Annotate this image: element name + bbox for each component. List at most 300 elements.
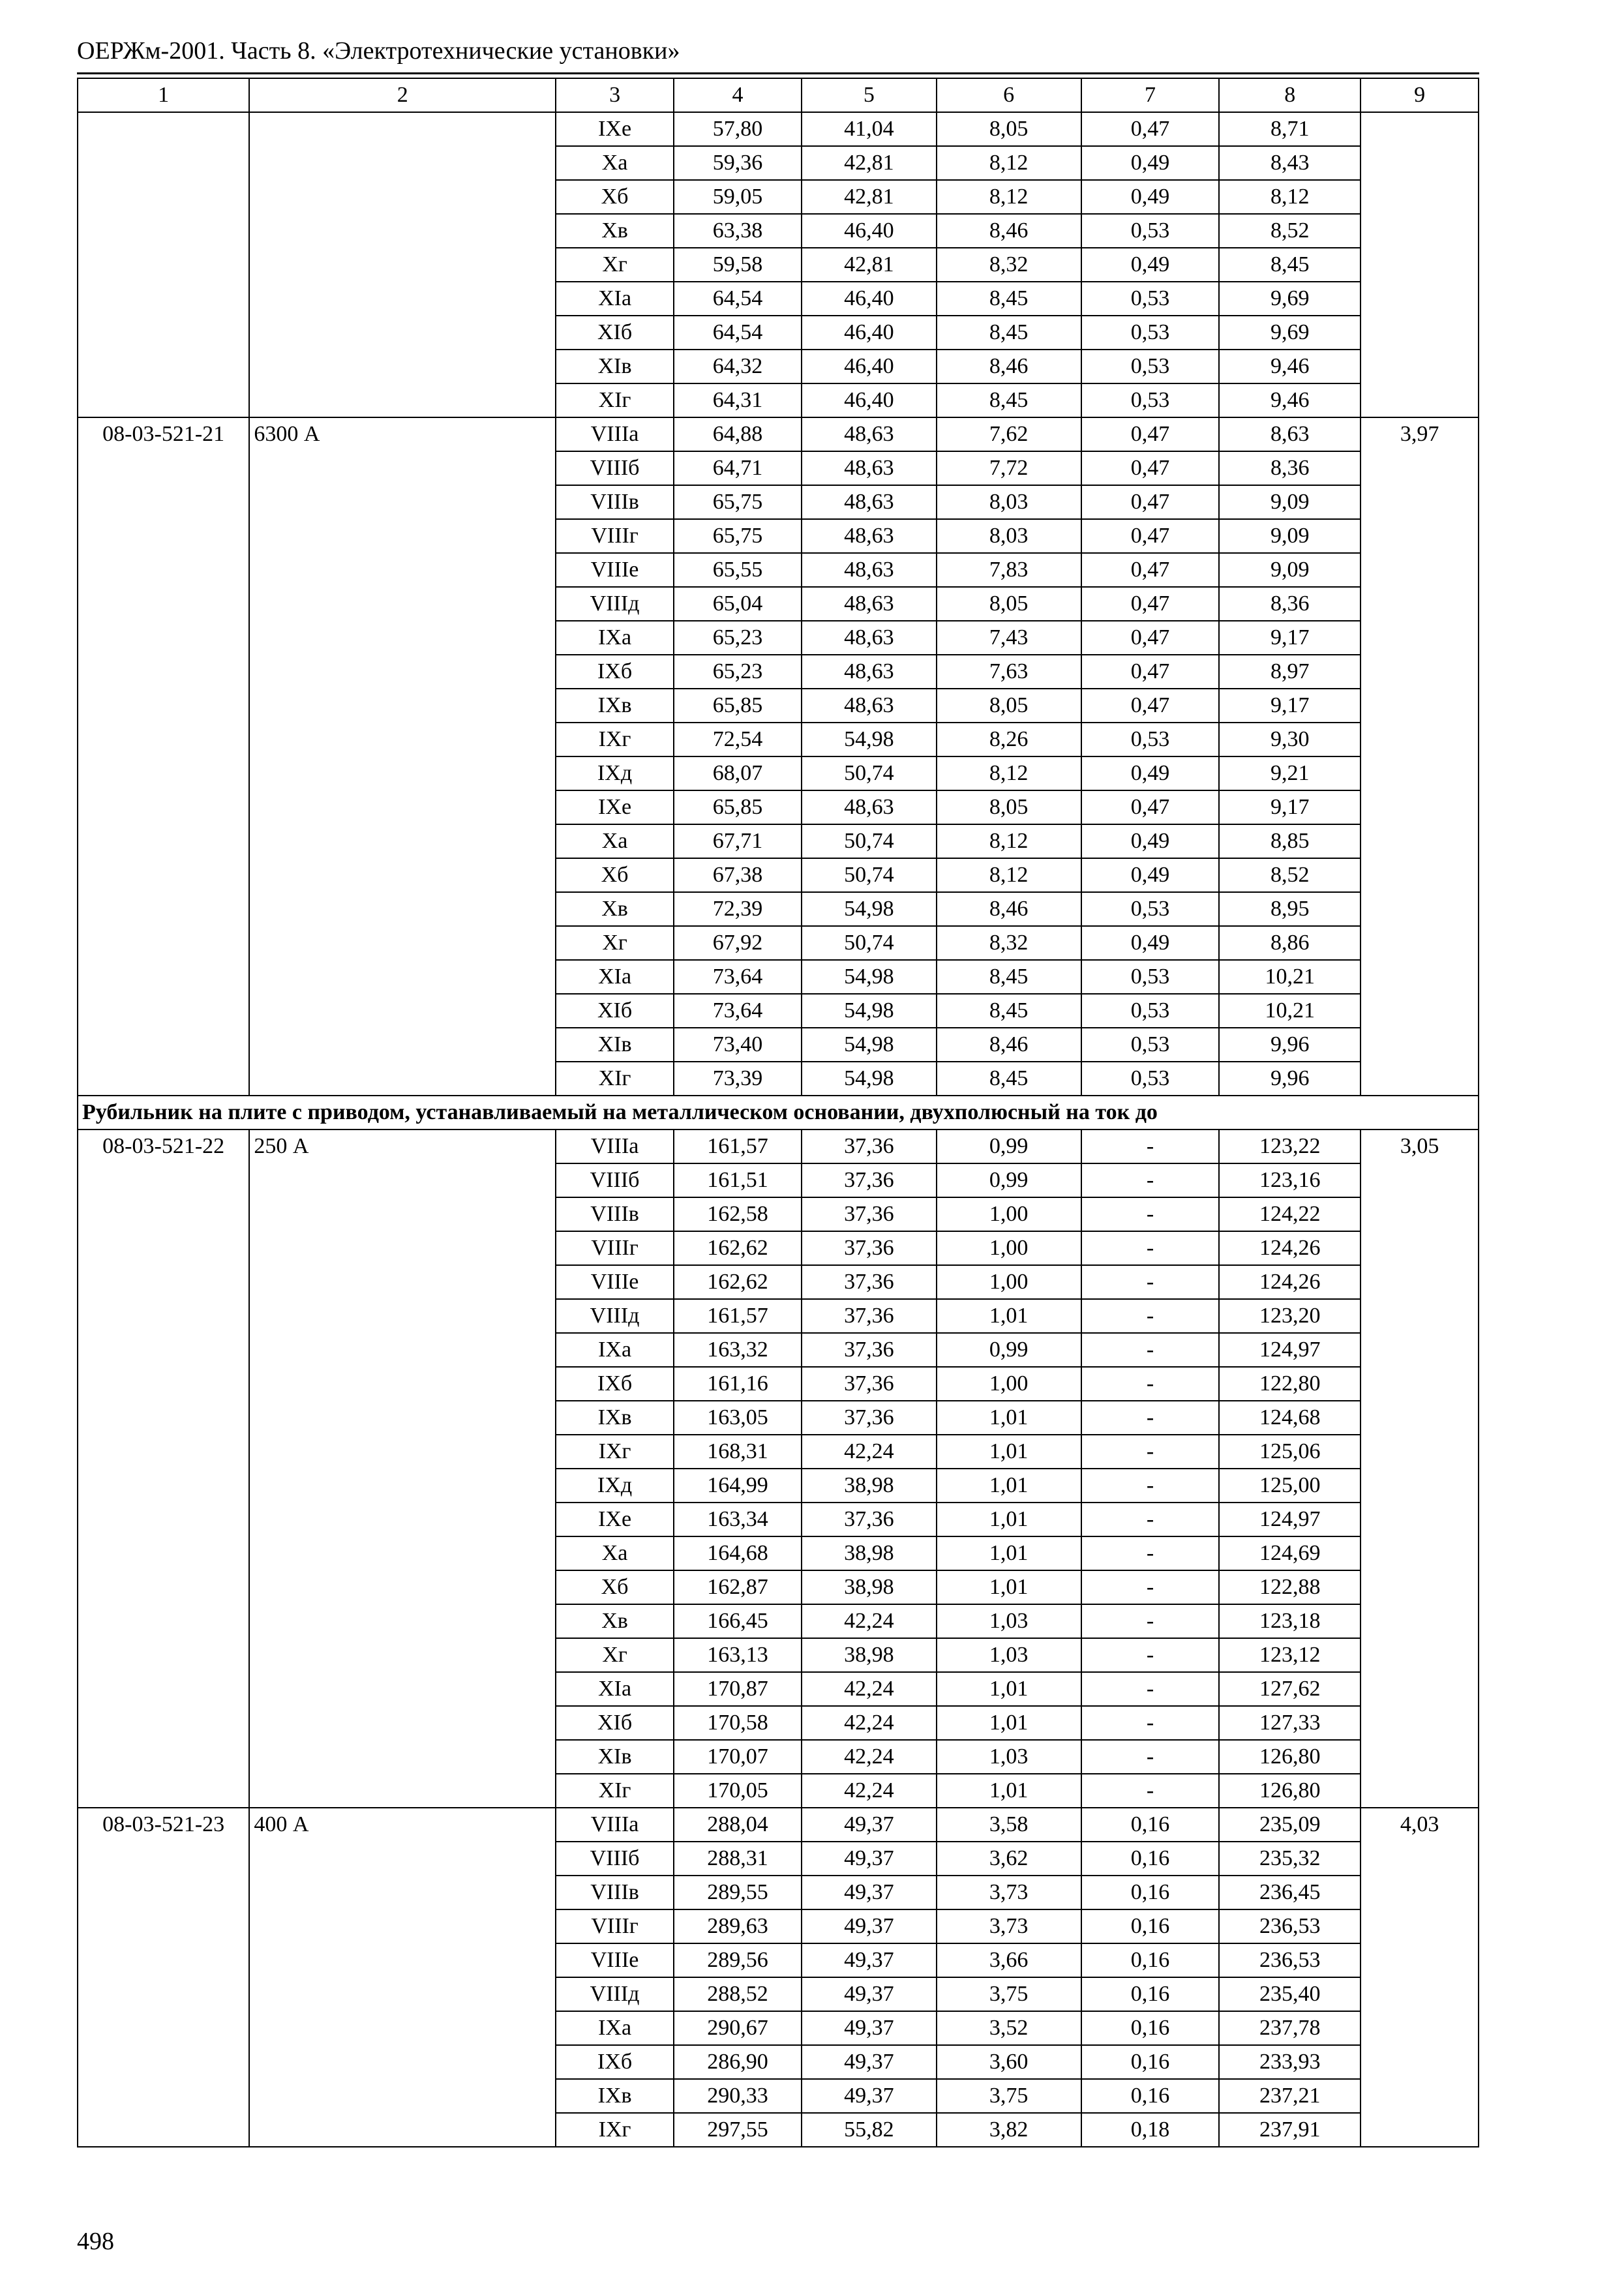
value-cell: 8,45 [937,960,1081,994]
value-cell: 288,52 [674,1977,802,2011]
value-cell: - [1081,1469,1220,1503]
value-cell: 48,63 [802,655,937,689]
value-cell: 0,47 [1081,485,1220,519]
value-cell: 65,75 [674,485,802,519]
value-cell: 3,73 [937,1876,1081,1909]
value-cell: 8,95 [1219,892,1361,926]
value-cell: 64,88 [674,417,802,451]
zone-cell: Xа [556,1536,674,1570]
value-cell: 235,09 [1219,1808,1361,1842]
zone-cell: VIIIв [556,485,674,519]
value-cell: 65,75 [674,519,802,553]
value-cell: 8,46 [937,1028,1081,1062]
value-cell: 290,33 [674,2079,802,2113]
value-cell: 63,38 [674,214,802,248]
zone-cell: IXе [556,112,674,146]
value-cell: 65,55 [674,553,802,587]
value-cell: 3,75 [937,2079,1081,2113]
value-cell: 0,53 [1081,316,1220,350]
value-cell: 50,74 [802,858,937,892]
col9-cell [1361,112,1479,417]
col9-cell: 3,05 [1361,1130,1479,1808]
zone-cell: IXа [556,2011,674,2045]
value-cell: 3,73 [937,1909,1081,1943]
value-cell: 8,45 [937,1062,1081,1096]
value-cell: 3,75 [937,1977,1081,2011]
rate-code-cell [78,112,249,417]
value-cell: 49,37 [802,1977,937,2011]
value-cell: 0,16 [1081,1977,1220,2011]
zone-cell: IXб [556,1367,674,1401]
value-cell: 235,32 [1219,1842,1361,1876]
zone-cell: XIг [556,383,674,417]
value-cell: 8,46 [937,214,1081,248]
value-cell: 0,53 [1081,350,1220,383]
value-cell: 288,31 [674,1842,802,1876]
value-cell: 64,54 [674,316,802,350]
table-row [78,417,1479,451]
value-cell: 9,96 [1219,1062,1361,1096]
value-cell: 0,16 [1081,1876,1220,1909]
zone-cell: VIIIв [556,1197,674,1231]
value-cell: 8,32 [937,926,1081,960]
value-cell: 9,09 [1219,519,1361,553]
value-cell: - [1081,1638,1220,1672]
value-cell: 0,49 [1081,180,1220,214]
value-cell: 8,05 [937,587,1081,621]
value-cell: 124,68 [1219,1401,1361,1435]
value-cell: 42,24 [802,1740,937,1774]
value-cell: 8,12 [937,824,1081,858]
zone-cell: XIа [556,1672,674,1706]
value-cell: 0,47 [1081,553,1220,587]
value-cell: 0,47 [1081,790,1220,824]
value-cell: 1,00 [937,1197,1081,1231]
column-header: 5 [802,78,937,112]
zone-cell: XIа [556,960,674,994]
value-cell: - [1081,1536,1220,1570]
zone-cell: IXд [556,756,674,790]
value-cell: - [1081,1604,1220,1638]
value-cell: 3,58 [937,1808,1081,1842]
value-cell: 9,17 [1219,790,1361,824]
value-cell: 42,24 [802,1774,937,1808]
value-cell: 124,69 [1219,1536,1361,1570]
value-cell: 8,03 [937,519,1081,553]
value-cell: - [1081,1503,1220,1536]
page-header-title: ОЕРЖм-2001. Часть 8. «Электротехнические установки» [77,37,680,65]
zone-cell: XIг [556,1774,674,1808]
zone-cell: IXб [556,655,674,689]
value-cell: 1,01 [937,1299,1081,1333]
zone-cell: Xг [556,248,674,282]
value-cell: 0,18 [1081,2113,1220,2147]
value-cell: 0,16 [1081,1909,1220,1943]
value-cell: 0,53 [1081,214,1220,248]
value-cell: 0,53 [1081,723,1220,756]
value-cell: 1,01 [937,1435,1081,1469]
zone-cell: VIIIб [556,1163,674,1197]
value-cell: 49,37 [802,1808,937,1842]
value-cell: 122,88 [1219,1570,1361,1604]
zone-cell: VIIIд [556,587,674,621]
value-cell: 48,63 [802,553,937,587]
value-cell: 54,98 [802,1028,937,1062]
value-cell: 0,49 [1081,926,1220,960]
value-cell: 1,01 [937,1401,1081,1435]
value-cell: 57,80 [674,112,802,146]
value-cell: 289,56 [674,1943,802,1977]
value-cell: 8,46 [937,892,1081,926]
value-cell: 123,22 [1219,1130,1361,1163]
value-cell: 54,98 [802,994,937,1028]
value-cell: 48,63 [802,519,937,553]
value-cell: 64,31 [674,383,802,417]
value-cell: 46,40 [802,214,937,248]
value-cell: 168,31 [674,1435,802,1469]
value-cell: 0,53 [1081,383,1220,417]
zone-cell: Xб [556,180,674,214]
value-cell: 72,54 [674,723,802,756]
value-cell: 73,40 [674,1028,802,1062]
value-cell: 127,62 [1219,1672,1361,1706]
value-cell: - [1081,1774,1220,1808]
column-header: 6 [937,78,1081,112]
zone-cell: Xг [556,926,674,960]
value-cell: 122,80 [1219,1367,1361,1401]
value-cell: 290,67 [674,2011,802,2045]
value-cell: 0,49 [1081,824,1220,858]
column-header: 4 [674,78,802,112]
rate-name-cell [249,112,556,417]
zone-cell: XIв [556,1740,674,1774]
value-cell: 54,98 [802,892,937,926]
value-cell: 0,47 [1081,621,1220,655]
value-cell: 41,04 [802,112,937,146]
value-cell: 1,03 [937,1604,1081,1638]
value-cell: - [1081,1163,1220,1197]
column-header: 8 [1219,78,1361,112]
value-cell: 42,81 [802,248,937,282]
zone-cell: VIIIд [556,1299,674,1333]
value-cell: 7,72 [937,451,1081,485]
value-cell: 10,21 [1219,960,1361,994]
zone-cell: IXб [556,2045,674,2079]
value-cell: 48,63 [802,485,937,519]
zone-cell: XIв [556,350,674,383]
value-cell: 170,05 [674,1774,802,1808]
value-cell: 37,36 [802,1503,937,1536]
value-cell: 0,16 [1081,1808,1220,1842]
value-cell: 48,63 [802,417,937,451]
value-cell: 289,55 [674,1876,802,1909]
value-cell: 49,37 [802,1943,937,1977]
zone-cell: Xв [556,892,674,926]
value-cell: 8,12 [937,180,1081,214]
value-cell: 8,85 [1219,824,1361,858]
value-cell: 3,60 [937,2045,1081,2079]
zone-cell: XIб [556,1706,674,1740]
value-cell: 65,23 [674,655,802,689]
value-cell: 50,74 [802,756,937,790]
rates-table [77,78,1479,2147]
value-cell: 54,98 [802,960,937,994]
value-cell: 237,78 [1219,2011,1361,2045]
value-cell: 1,01 [937,1672,1081,1706]
zone-cell: Xа [556,146,674,180]
value-cell: 9,17 [1219,621,1361,655]
value-cell: 8,45 [937,282,1081,316]
value-cell: 124,22 [1219,1197,1361,1231]
zone-cell: VIIIг [556,519,674,553]
value-cell: 49,37 [802,1909,937,1943]
value-cell: 55,82 [802,2113,937,2147]
zone-cell: Xв [556,214,674,248]
value-cell: 162,62 [674,1231,802,1265]
zone-cell: VIIIе [556,1265,674,1299]
value-cell: 9,21 [1219,756,1361,790]
value-cell: 68,07 [674,756,802,790]
value-cell: 8,43 [1219,146,1361,180]
value-cell: 8,45 [937,316,1081,350]
value-cell: - [1081,1740,1220,1774]
rate-code-cell: 08-03-521-21 [78,417,249,1096]
value-cell: 123,20 [1219,1299,1361,1333]
value-cell: 161,57 [674,1299,802,1333]
value-cell: 48,63 [802,621,937,655]
zone-cell: VIIIа [556,1130,674,1163]
value-cell: 7,63 [937,655,1081,689]
rate-name-cell: 400 А [249,1808,556,2147]
value-cell: 162,87 [674,1570,802,1604]
value-cell: 0,47 [1081,519,1220,553]
value-cell: 42,24 [802,1435,937,1469]
zone-cell: VIIIв [556,1876,674,1909]
section-heading-row [78,1096,1479,1130]
value-cell: 0,16 [1081,1943,1220,1977]
value-cell: 8,86 [1219,926,1361,960]
value-cell: 50,74 [802,824,937,858]
zone-cell: VIIIб [556,451,674,485]
column-number-row [78,78,1479,112]
table-body [78,78,1479,2147]
value-cell: - [1081,1401,1220,1435]
value-cell: 233,93 [1219,2045,1361,2079]
value-cell: 9,46 [1219,383,1361,417]
value-cell: 7,43 [937,621,1081,655]
value-cell: 65,85 [674,689,802,723]
zone-cell: VIIIд [556,1977,674,2011]
value-cell: 163,34 [674,1503,802,1536]
value-cell: 49,37 [802,2011,937,2045]
value-cell: 8,45 [937,994,1081,1028]
value-cell: 164,68 [674,1536,802,1570]
column-header: 7 [1081,78,1220,112]
section-heading: Рубильник на плите с приводом, устанавливаемый на металлическом основании, двухполюсный на ток до [78,1096,1479,1130]
value-cell: 65,85 [674,790,802,824]
value-cell: 50,74 [802,926,937,960]
value-cell: 37,36 [802,1265,937,1299]
value-cell: 8,32 [937,248,1081,282]
zone-cell: VIIIг [556,1909,674,1943]
zone-cell: IXа [556,1333,674,1367]
value-cell: 289,63 [674,1909,802,1943]
value-cell: 124,97 [1219,1333,1361,1367]
value-cell: 8,52 [1219,858,1361,892]
value-cell: 8,45 [937,383,1081,417]
rate-code-cell: 08-03-521-23 [78,1808,249,2147]
value-cell: 288,04 [674,1808,802,1842]
value-cell: 64,32 [674,350,802,383]
value-cell: 73,64 [674,994,802,1028]
value-cell: 163,32 [674,1333,802,1367]
value-cell: 9,09 [1219,485,1361,519]
zone-cell: VIIIе [556,1943,674,1977]
column-header: 1 [78,78,249,112]
value-cell: 0,53 [1081,994,1220,1028]
value-cell: 37,36 [802,1197,937,1231]
value-cell: 123,16 [1219,1163,1361,1197]
value-cell: 0,47 [1081,689,1220,723]
value-cell: 42,24 [802,1672,937,1706]
page-number: 498 [77,2228,114,2255]
zone-cell: IXг [556,1435,674,1469]
value-cell: 37,36 [802,1163,937,1197]
value-cell: - [1081,1367,1220,1401]
zone-cell: IXв [556,1401,674,1435]
value-cell: 8,36 [1219,587,1361,621]
value-cell: 38,98 [802,1469,937,1503]
value-cell: 49,37 [802,2079,937,2113]
value-cell: 9,96 [1219,1028,1361,1062]
value-cell: - [1081,1333,1220,1367]
zone-cell: VIIIе [556,553,674,587]
value-cell: 163,13 [674,1638,802,1672]
zone-cell: XIб [556,994,674,1028]
col9-cell: 4,03 [1361,1808,1479,2147]
value-cell: 64,54 [674,282,802,316]
column-header: 3 [556,78,674,112]
value-cell: 54,98 [802,1062,937,1096]
value-cell: 286,90 [674,2045,802,2079]
value-cell: 0,53 [1081,282,1220,316]
value-cell: 8,03 [937,485,1081,519]
value-cell: 49,37 [802,1842,937,1876]
value-cell: 0,99 [937,1333,1081,1367]
value-cell: 1,01 [937,1706,1081,1740]
value-cell: 236,53 [1219,1909,1361,1943]
table-row [78,1808,1479,1842]
zone-cell: XIг [556,1062,674,1096]
column-header: 9 [1361,78,1479,112]
value-cell: 7,62 [937,417,1081,451]
value-cell: 0,53 [1081,960,1220,994]
value-cell: 170,87 [674,1672,802,1706]
value-cell: 64,71 [674,451,802,485]
value-cell: 0,47 [1081,587,1220,621]
value-cell: 38,98 [802,1536,937,1570]
value-cell: 0,53 [1081,1062,1220,1096]
value-cell: 0,49 [1081,248,1220,282]
value-cell: 48,63 [802,790,937,824]
col9-cell: 3,97 [1361,417,1479,1096]
value-cell: 49,37 [802,2045,937,2079]
zone-cell: Xб [556,858,674,892]
value-cell: - [1081,1570,1220,1604]
value-cell: 1,01 [937,1503,1081,1536]
value-cell: 8,12 [937,146,1081,180]
zone-cell: IXг [556,723,674,756]
zone-cell: IXг [556,2113,674,2147]
value-cell: 170,58 [674,1706,802,1740]
zone-cell: IXе [556,1503,674,1536]
value-cell: 126,80 [1219,1740,1361,1774]
value-cell: 9,46 [1219,350,1361,383]
value-cell: 59,05 [674,180,802,214]
value-cell: 8,52 [1219,214,1361,248]
value-cell: 48,63 [802,451,937,485]
value-cell: 0,16 [1081,1842,1220,1876]
value-cell: 49,37 [802,1876,937,1909]
value-cell: 67,71 [674,824,802,858]
value-cell: 1,01 [937,1469,1081,1503]
value-cell: 59,36 [674,146,802,180]
value-cell: 9,69 [1219,316,1361,350]
value-cell: 0,99 [937,1130,1081,1163]
value-cell: 0,16 [1081,2011,1220,2045]
rate-code-cell: 08-03-521-22 [78,1130,249,1808]
value-cell: 9,69 [1219,282,1361,316]
value-cell: 162,62 [674,1265,802,1299]
value-cell: - [1081,1299,1220,1333]
value-cell: 236,53 [1219,1943,1361,1977]
value-cell: 125,06 [1219,1435,1361,1469]
value-cell: 0,16 [1081,2079,1220,2113]
value-cell: 0,49 [1081,146,1220,180]
value-cell: 237,91 [1219,2113,1361,2147]
value-cell: 8,05 [937,112,1081,146]
zone-cell: Xв [556,1604,674,1638]
table-row [78,1130,1479,1163]
value-cell: 8,45 [1219,248,1361,282]
value-cell: 162,58 [674,1197,802,1231]
value-cell: 0,53 [1081,1028,1220,1062]
value-cell: 0,49 [1081,756,1220,790]
value-cell: 8,97 [1219,655,1361,689]
header-rule [77,72,1479,74]
value-cell: 3,66 [937,1943,1081,1977]
value-cell: 163,05 [674,1401,802,1435]
value-cell: 37,36 [802,1299,937,1333]
value-cell: 46,40 [802,383,937,417]
value-cell: 125,00 [1219,1469,1361,1503]
value-cell: 37,36 [802,1367,937,1401]
value-cell: 124,26 [1219,1265,1361,1299]
zone-cell: VIIIб [556,1842,674,1876]
value-cell: 235,40 [1219,1977,1361,2011]
value-cell: 161,16 [674,1367,802,1401]
value-cell: 37,36 [802,1231,937,1265]
value-cell: 42,24 [802,1604,937,1638]
value-cell: - [1081,1197,1220,1231]
value-cell: 1,01 [937,1570,1081,1604]
value-cell: 0,99 [937,1163,1081,1197]
value-cell: 0,47 [1081,451,1220,485]
value-cell: 127,33 [1219,1706,1361,1740]
value-cell: 8,12 [937,858,1081,892]
zone-cell: VIIIг [556,1231,674,1265]
value-cell: 8,46 [937,350,1081,383]
